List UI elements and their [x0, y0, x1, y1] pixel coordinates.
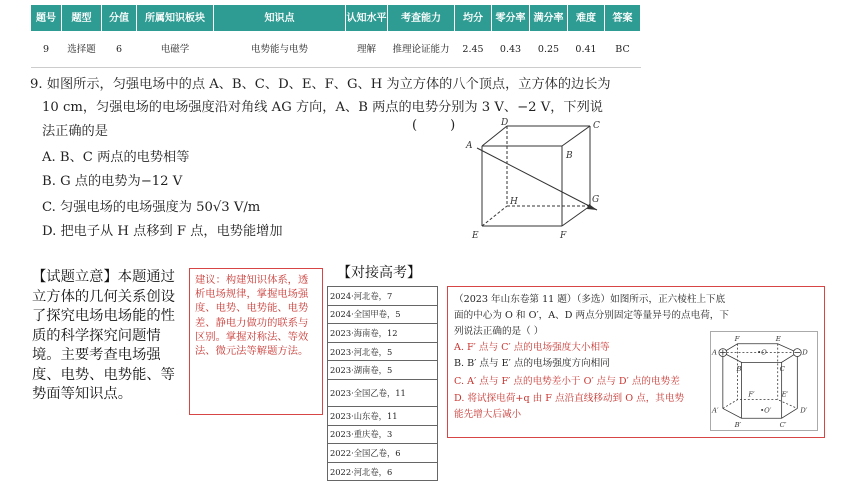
hex-label-O: •O	[757, 348, 767, 357]
header-cell: 分值	[102, 5, 137, 32]
advice-box	[189, 268, 323, 415]
header-cell: 所属知识板块	[137, 5, 214, 32]
data-cell: 理解	[346, 32, 388, 68]
hex-label-C: C	[779, 365, 785, 374]
shandong-option-b: B. B′ 点与 E′ 点的电场强度方向相同	[454, 358, 610, 369]
shandong-option-c: C. A′ 点与 F′ 点的电势差小于 O′ 点与 D′ 点的电势差	[454, 376, 680, 387]
exam-cell: 2023·重庆卷，3	[328, 425, 438, 444]
option-c: C. 匀强电场的电场强度为 50√3 V/m	[42, 200, 261, 215]
exam-cell: 2023·湖南卷，5	[328, 361, 438, 380]
hex-label-E: E	[775, 334, 781, 343]
exam-cell: 2024·河北卷，7	[328, 287, 438, 306]
label-H: H	[510, 197, 518, 207]
exam-list-table	[327, 286, 438, 481]
data-cell: 6	[102, 32, 137, 68]
exam-cell: 2022·全国乙卷，6	[328, 444, 438, 463]
label-D: D	[501, 118, 509, 128]
option-d: D. 把电子从 H 点移到 F 点，电势能增加	[42, 224, 283, 239]
header-cell: 难度	[568, 5, 605, 32]
stats-data-row	[31, 32, 641, 68]
header-cell: 零分率	[492, 5, 530, 32]
shandong-question-box	[447, 286, 825, 438]
label-E: E	[472, 231, 479, 241]
exam-cell: 2022·河北卷，6	[328, 462, 438, 481]
advice-text: 建议：构建知识体系，透析电场规律，掌握电场强度、电势、电势能、电势差、静电力做功的联系与区别。掌握对称法、等效法、微元法等解题方法。	[195, 274, 309, 358]
intent-paragraph: 【试题立意】本题通过立方体的几何关系创设了探究电场电场能的性质的科学探究问题情境。主要考查电场强度、电势、电势能、等势面等知识点。	[32, 269, 175, 402]
shandong-line-3: 列说法正确的是（ ）	[454, 326, 544, 337]
hex-label-A: A	[712, 348, 718, 357]
label-B: B	[566, 151, 573, 161]
label-F: F	[560, 231, 567, 241]
exam-cell: 2023·河北卷，5	[328, 342, 438, 361]
data-cell: 电磁学	[137, 32, 214, 68]
data-cell: 0.25	[530, 32, 568, 68]
header-cell: 满分率	[530, 5, 568, 32]
shandong-option-d-cont: 能先增大后减小	[454, 409, 522, 420]
data-cell: 0.43	[492, 32, 530, 68]
exam-cell: 2023·山东卷，11	[328, 406, 438, 425]
header-cell: 考查能力	[388, 5, 455, 32]
hex-label-D1: D′	[800, 406, 808, 415]
header-cell: 知识点	[214, 5, 346, 32]
hex-label-B1: B′	[734, 421, 742, 430]
data-cell: 9	[31, 32, 62, 68]
header-cell: 题号	[31, 5, 62, 32]
label-C: C	[593, 121, 600, 131]
option-a: A. B、C 两点的电势相等	[42, 150, 190, 165]
exam-cell: 2024·全国甲卷，5	[328, 305, 438, 324]
hex-label-E1: E′	[781, 390, 789, 399]
stats-table	[30, 4, 641, 68]
stats-header-row	[31, 5, 641, 32]
hex-label-F1: F′	[748, 390, 755, 399]
data-cell: 2.45	[455, 32, 492, 68]
hex-label-O1: •O′	[760, 406, 772, 415]
hex-label-F: F	[734, 334, 740, 343]
exam-cell: 2023·全国乙卷，11	[328, 379, 438, 406]
hexagonal-prism-diagram	[710, 331, 818, 431]
shandong-line-1: （2023 年山东卷第 11 题）（多选）如图所示，正六棱柱上下底	[454, 294, 726, 305]
data-cell: 电势能与电势	[214, 32, 346, 68]
exam-cell: 2023·海南卷，12	[328, 324, 438, 343]
shandong-option-d: D. 将试探电荷+q 由 F 点沿直线移动到 O 点，其电势	[454, 393, 685, 404]
answer-parenthesis: ( )	[412, 118, 456, 133]
shandong-line-2: 面的中心为 O 和 O′，A、D 两点分别固定等量异号的点电荷，下	[454, 310, 729, 321]
header-cell: 题型	[62, 5, 102, 32]
option-b: B. G 点的电势为−12 V	[42, 174, 183, 189]
label-G: G	[592, 195, 600, 205]
question-line-2: 10 cm，匀强电场的电场强度沿对角线 AG 方向，A、B 两点的电势分别为 3 V、−2 V，下列说	[42, 100, 603, 115]
header-cell: 均分	[455, 5, 492, 32]
hex-label-B: B	[736, 365, 742, 374]
question-line-1: 9. 如图所示，匀强电场中的点 A、B、C、D、E、F、G、H 为立方体的八个顶点，立方体的边长为	[30, 77, 611, 92]
data-cell: 推理论证能力	[388, 32, 455, 68]
hex-label-A1: A′	[712, 406, 719, 415]
data-cell: BC	[605, 32, 641, 68]
question-line-3: 法正确的是	[42, 124, 108, 139]
hex-label-D: D	[802, 348, 808, 357]
header-cell: 答案	[605, 5, 641, 32]
cube-diagram	[462, 118, 617, 242]
data-cell: 选择题	[62, 32, 102, 68]
label-A: A	[466, 141, 473, 151]
header-cell: 认知水平	[346, 5, 388, 32]
shandong-option-a: A. F′ 点与 C′ 点的电场强度大小相等	[454, 342, 610, 353]
duijie-title: 【对接高考】	[337, 265, 421, 281]
hex-label-C1: C′	[779, 421, 787, 430]
data-cell: 0.41	[568, 32, 605, 68]
